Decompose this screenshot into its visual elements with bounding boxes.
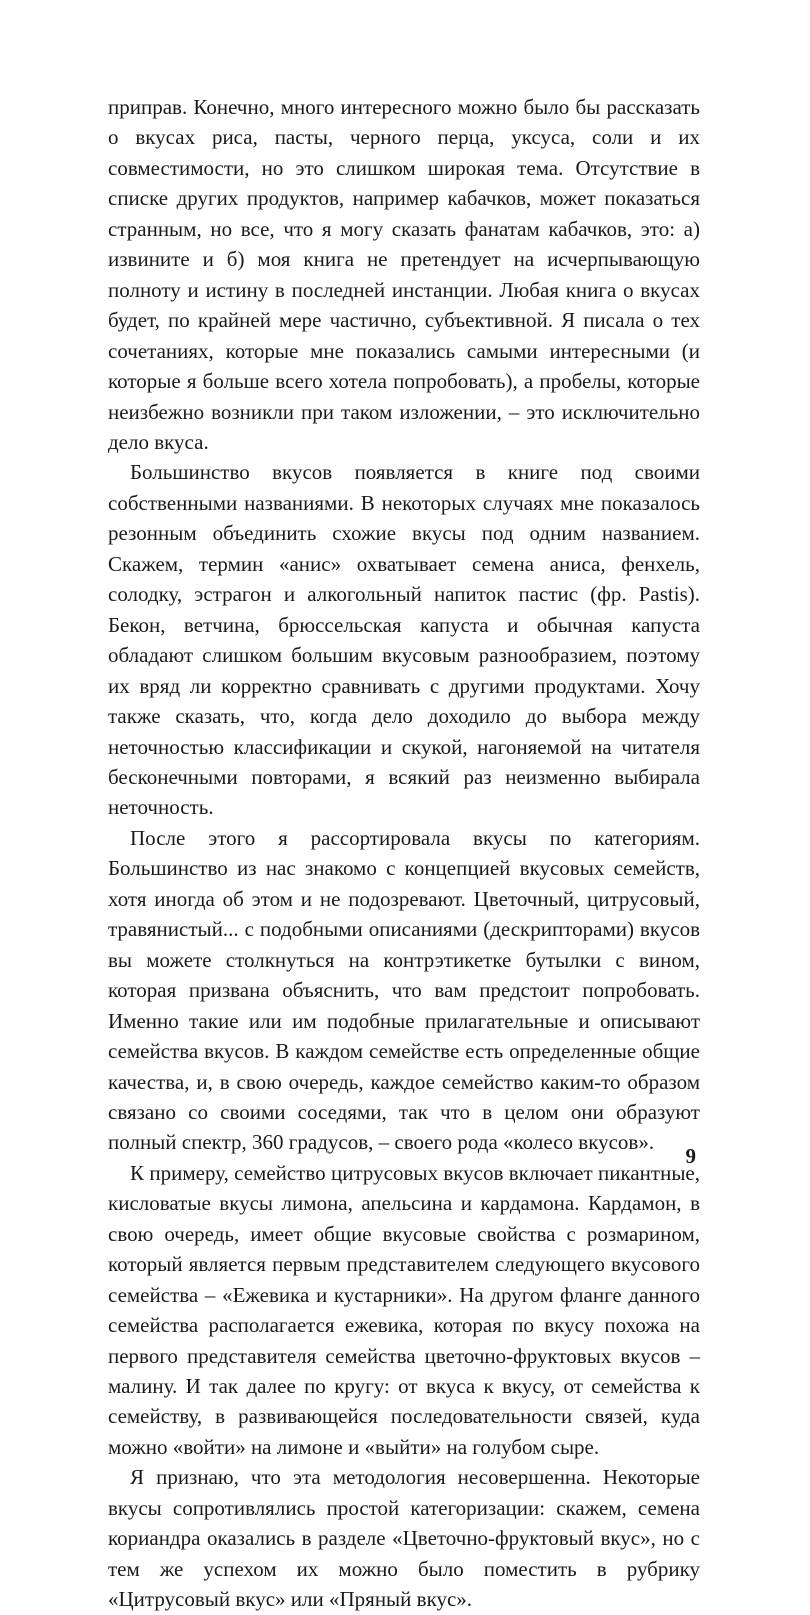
paragraph-methodology: Я признаю, что эта методология несовершенна. Некоторые вкусы сопротивлялись простой категоризации: скажем, семена кориандра оказались в разделе «Цветочно-фруктовый вкус», но с тем же успехом их можно было поместить в рубрику «Цитрусовый вкус» или «Пряный вкус». (108, 1465, 700, 1612)
body-text (108, 92, 700, 1615)
paragraph-continuation: приправ. Конечно, много интересного можно было бы рассказать о вкусах риса, пасты, черного перца, уксуса, соли и их совместимости, но это слишком широкая тема. Отсутствие в списке других продуктов, например кабачков, может показаться странным, но все, что я могу сказать фанатам кабачков, это: а) извините и б) моя книга не претендует на исчерпывающую полноту и истину в последней инстанции. Любая книга о вкусах будет, по крайней мере частично, субъективной. Я писала о тех сочетаниях, которые мне показались самыми интересными (и которые я больше всего хотела попробовать), а пробелы, которые неизбежно возникли при таком изложении, – это исключительно дело вкуса. (108, 95, 700, 454)
page-number: 9 (685, 1144, 696, 1168)
paragraph-citrus-example: К примеру, семейство цитрусовых вкусов включает пикантные, кисловатые вкусы лимона, апельсина и кардамона. Кардамон, в свою очередь, имеет общие вкусовые свойства с розмарином, который является первым представителем следующего вкусового семейства – «Ежевика и кустарники». На другом фланге данного семейства располагается ежевика, которая по вкусу похожа на первого представителя семейства цветочно-фруктовых вкусов – малину. И так далее по кругу: от вкуса к вкусу, от семейства к семейству, в развивающейся последовательности связей, куда можно «войти» на лимоне и «выйти» на голубом сыре. (108, 1160, 700, 1459)
paragraph-flavor-families: После этого я рассортировала вкусы по категориям. Большинство из нас знакомо с концепцией вкусовых семейств, хотя иногда об этом и не подозревают. Цветочный, цитрусовый, травянистый... с подобными описаниями (дескрипторами) вкусов вы можете столкнуться на контрэтикетке бутылки с вином, которая призвана объяснить, что вам предстоит попробовать. Именно такие или им подобные прилагательные и описывают семейства вкусов. В каждом семействе есть определенные общие качества, и, в свою очередь, каждое семейство каким-то образом связано со своими соседями, так что в целом они образуют полный спектр, 360 градусов, – своего рода «колесо вкусов». (108, 825, 700, 1155)
paragraph-flavor-names: Большинство вкусов появляется в книге под своими собственными названиями. В некоторых случаях мне показалось резонным объединить схожие вкусы под одним названием. Скажем, термин «анис» охватывает семена аниса, фенхель, солодку, эстрагон и алкогольный напиток пастис (фр. Pastis). Бекон, ветчина, брюссельская капуста и обычная капуста обладают слишком большим вкусовым разнообразием, поэтому их вряд ли корректно сравнивать с другими продуктами. Хочу также сказать, что, когда дело доходило до выбора между неточностью классификации и скукой, нагоняемой на читателя бесконечными повторами, я всякий раз неизменно выбирала неточность. (108, 460, 700, 820)
